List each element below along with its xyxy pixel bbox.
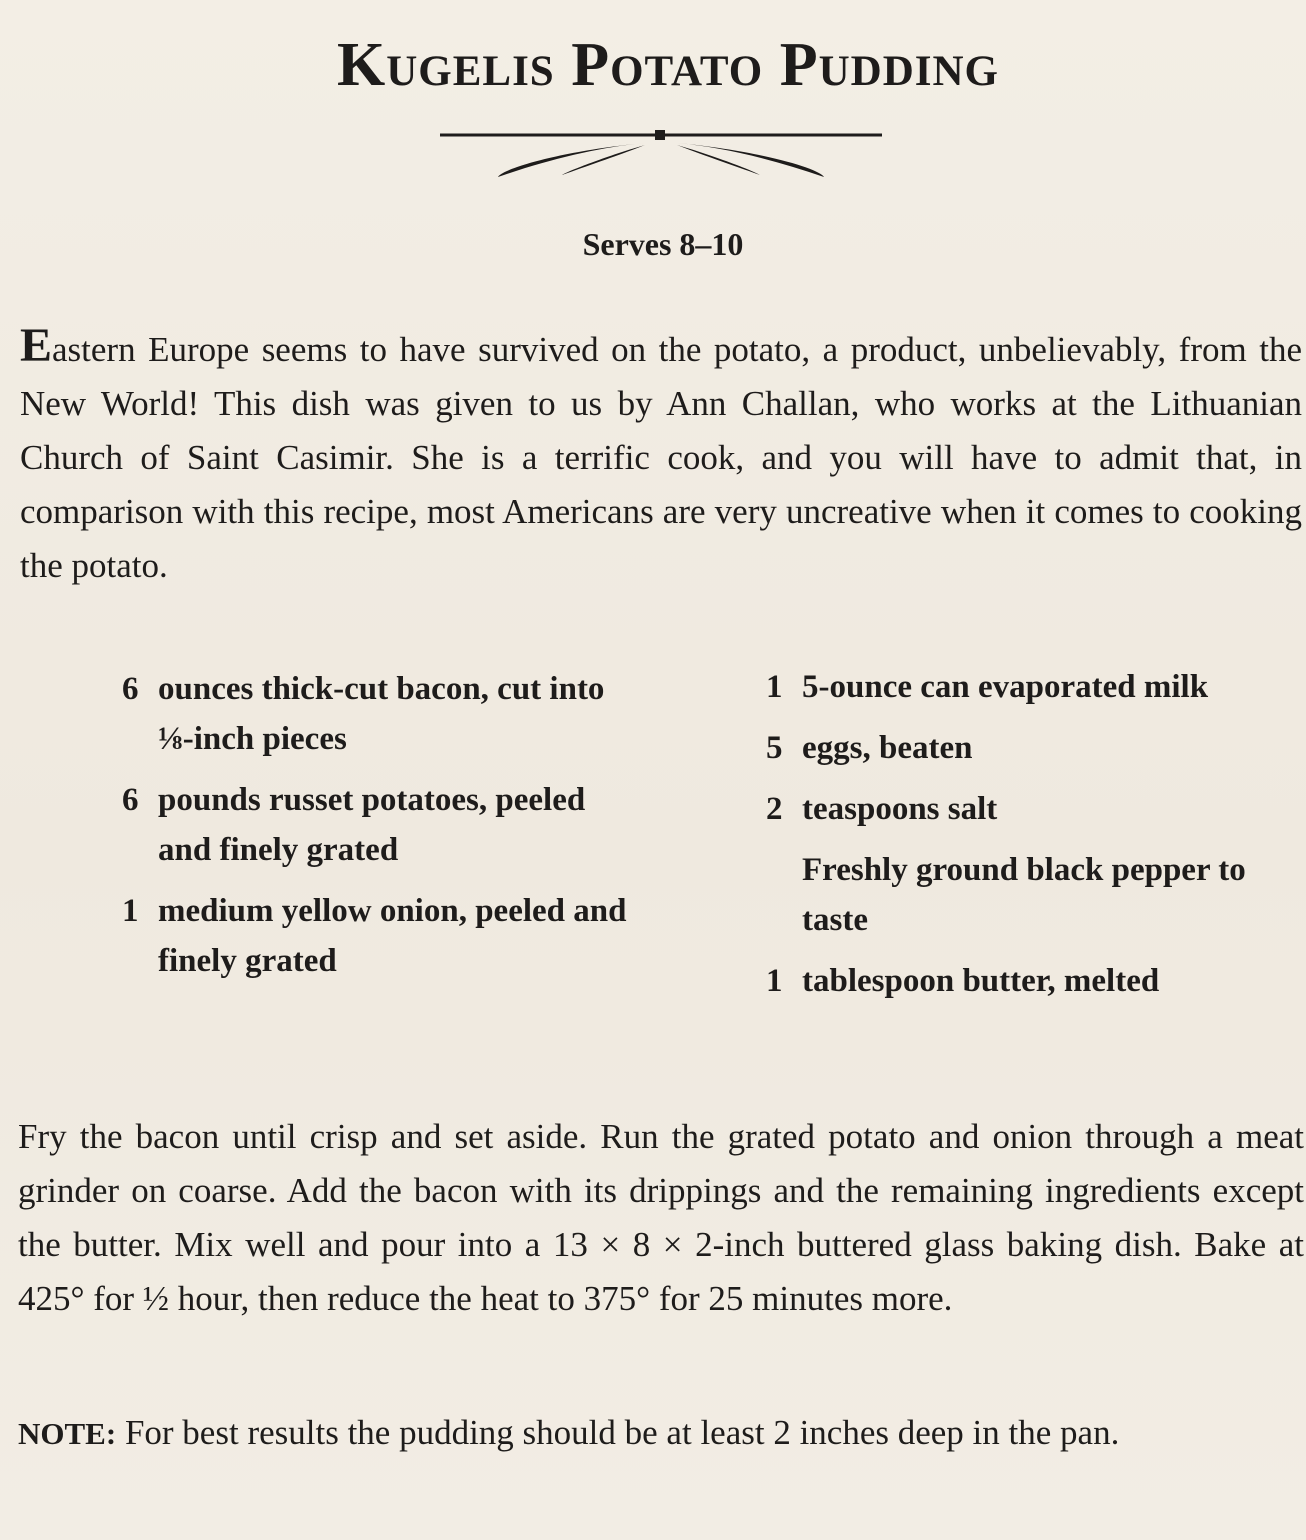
ingredients-right-column: [766, 662, 1286, 1017]
note-paragraph: [18, 1406, 1304, 1461]
ingredient-item: [122, 664, 642, 764]
serves-count: Serves 8–10: [582, 226, 744, 262]
ingredient-item: [766, 956, 1286, 1006]
ingredient-item: [766, 723, 1286, 773]
ingredient-item: [122, 886, 642, 986]
ingredient-text: Freshly ground black pepper to taste: [802, 852, 1246, 938]
ingredient-qty: 6: [122, 782, 139, 818]
ingredient-text: teaspoons salt: [802, 791, 998, 827]
ingredient-qty: 1: [766, 963, 783, 999]
ingredient-qty: [766, 845, 802, 945]
note-text: For best results the pudding should be at least 2 inches deep in the pan.: [124, 1413, 1120, 1452]
ingredient-text: ounces thick-cut bacon, cut into ⅛-inch pieces: [158, 671, 605, 757]
method-paragraph: Fry the bacon until crisp and set aside. Run the grated potato and onion through a meat grinder on coarse. Add the bacon with its drippings and the remaining ingredients except the butter. Mix well and pour into a 13 × 8 × 2-inch buttered glass baking dish. Bake at 425° for ½ hour, then reduce the heat to 375° for 25 minutes more.: [18, 1117, 1304, 1318]
intro-text: astern Europe seems to have survived on the potato, a product, unbelievably, from the New World! This dish was given to us by Ann Challan, who works at the Lithuanian Church of Saint Casimir. She is a terrific cook, and you will have to admit that, in comparison with this recipe, most Americans are very uncreative when it comes to cooking the potato.: [20, 330, 1302, 585]
ingredient-text: eggs, beaten: [802, 730, 973, 766]
ingredient-qty: 2: [766, 791, 783, 827]
flourish-divider-ornament: [440, 125, 882, 181]
ingredient-qty: 6: [122, 671, 139, 707]
ingredient-qty: 5: [766, 730, 783, 766]
ingredient-qty: 1: [766, 669, 783, 705]
ingredient-item: [766, 845, 1286, 945]
note-label: NOTE:: [18, 1416, 117, 1451]
ingredient-text: tablespoon butter, melted: [802, 963, 1160, 999]
ingredient-text: pounds russet potatoes, peeled and finely grated: [158, 782, 586, 868]
ingredient-text: medium yellow onion, peeled and finely grated: [158, 893, 627, 979]
intro-dropcap: E: [20, 319, 53, 372]
ingredient-item: [122, 775, 642, 875]
ingredient-text: 5-ounce can evaporated milk: [802, 669, 1209, 705]
ingredient-item: [766, 662, 1286, 712]
ingredient-item: [766, 784, 1286, 834]
ingredient-qty: 1: [122, 893, 139, 929]
intro-paragraph: [20, 319, 1302, 593]
recipe-title: Kugelis Potato Pudding: [336, 31, 1000, 99]
ingredients-left-column: [122, 664, 642, 997]
